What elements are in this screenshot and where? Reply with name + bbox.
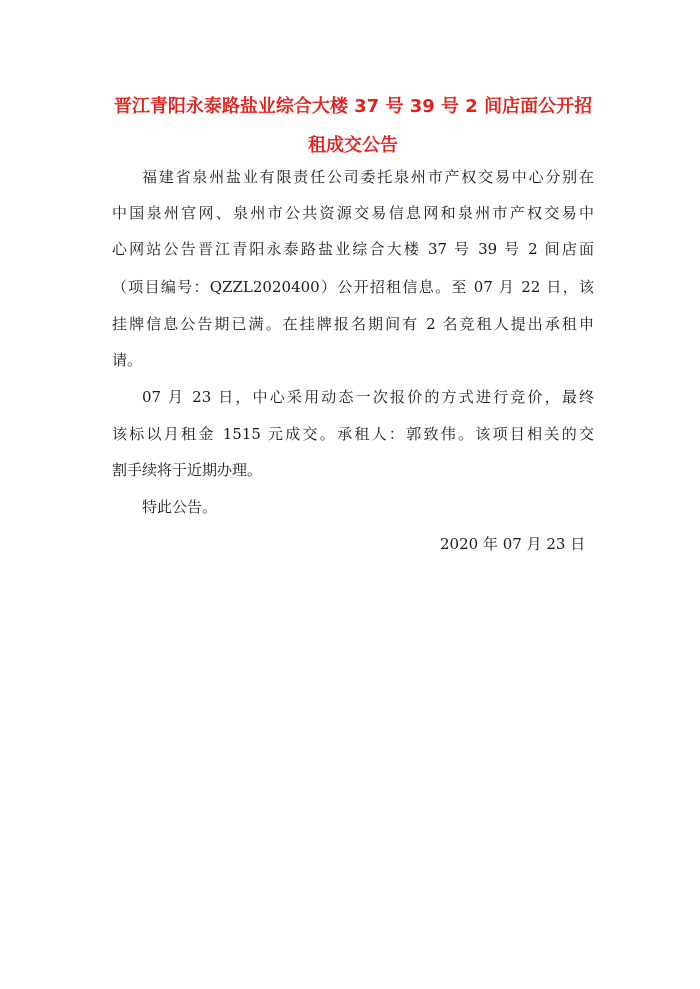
paragraph-1-line: （项目编号：QZZL2020400）公开招租信息。至 07 月 22 日，该 — [112, 278, 594, 296]
paragraph-2-line: 该标以月租金 1515 元成交。承租人：郭致伟。该项目相关的交 — [112, 425, 594, 443]
announcement-title-line-2: 租成交公告 — [308, 135, 398, 156]
paragraph-1-line: 请。 — [112, 351, 143, 369]
paragraph-2-line: 割手续将于近期办理。 — [112, 461, 263, 479]
paragraph-1-line: 福建省泉州盐业有限责任公司委托泉州市产权交易中心分别在 — [142, 168, 594, 186]
paragraph-1-line: 挂牌信息公告期已满。在挂牌报名期间有 2 名竞租人提出承租申 — [112, 315, 594, 333]
paragraph-1-line: 心网站公告晋江青阳永泰路盐业综合大楼 37 号 39 号 2 间店面 — [112, 240, 594, 258]
paragraph-1-line: 中国泉州官网、泉州市公共资源交易信息网和泉州市产权交易中 — [112, 204, 594, 222]
paragraph-2-line: 07 月 23 日，中心采用动态一次报价的方式进行竞价，最终 — [142, 388, 594, 406]
announcement-title-line-1: 晋江青阳永泰路盐业综合大楼 37 号 39 号 2 间店面公开招 — [113, 96, 593, 117]
announcement-date: 2020 年 07 月 23 日 — [440, 535, 586, 553]
closing-statement: 特此公告。 — [142, 498, 218, 516]
